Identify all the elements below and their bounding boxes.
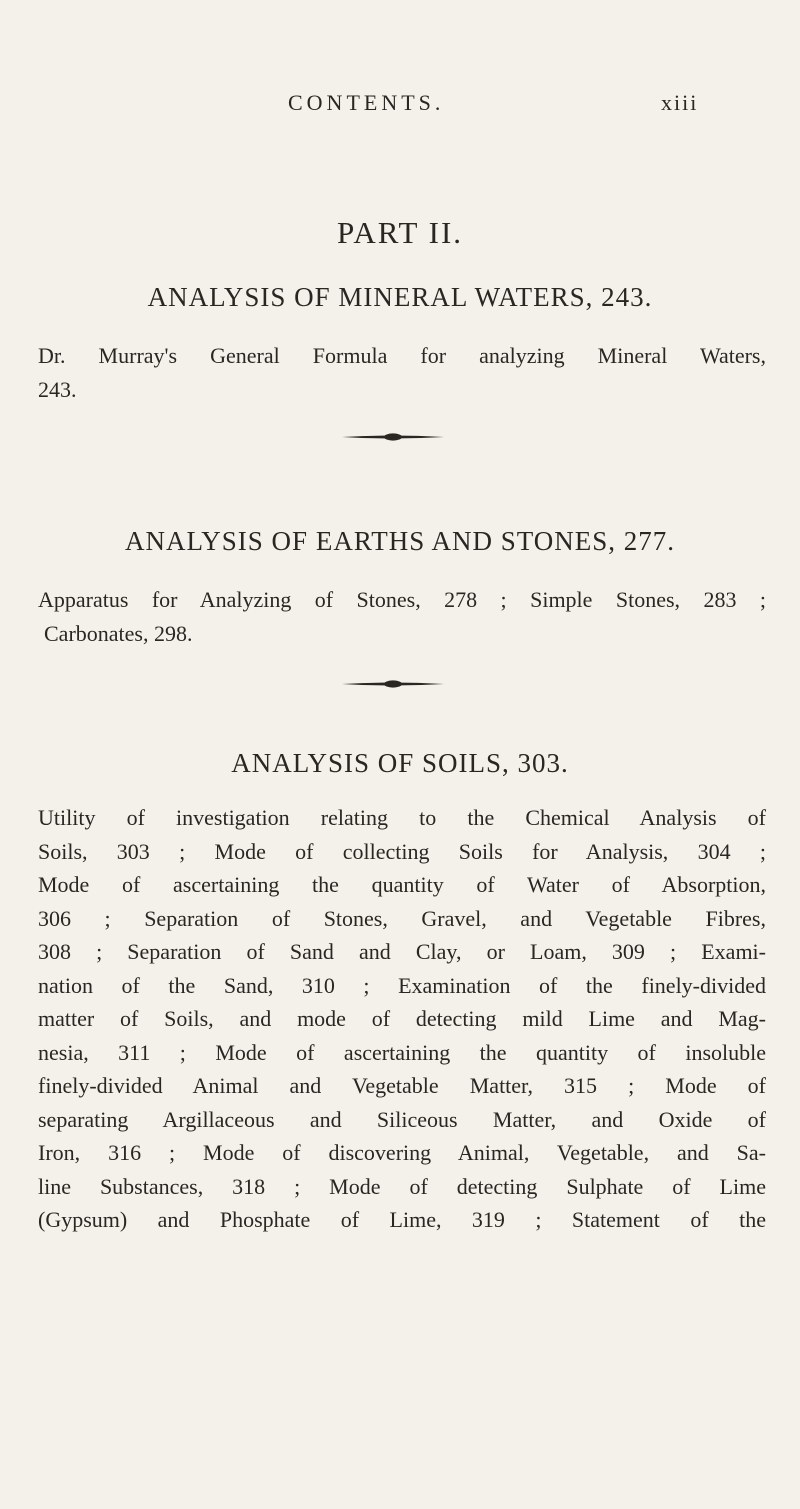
text-line: Carbonates, 298. bbox=[44, 620, 193, 646]
text-line: line Substances, 318 ; Mode of detecting Sulphate of Lime bbox=[38, 1173, 766, 1199]
text-line: Dr. Murray's General Formula for analyzing Mineral Waters, bbox=[38, 343, 766, 368]
running-head-title: CONTENTS. bbox=[288, 90, 445, 115]
text-line: 243. bbox=[38, 376, 77, 402]
text-line: Mode of ascertaining the quantity of Water of Absorption, bbox=[38, 872, 766, 897]
section-heading-mineral-waters: ANALYSIS OF MINERAL WATERS, 243. bbox=[147, 282, 653, 312]
running-head bbox=[0, 82, 800, 122]
ornamental-rule bbox=[342, 433, 444, 441]
text-line: (Gypsum) and Phosphate of Lime, 319 ; Statement of the bbox=[38, 1207, 766, 1232]
text-line: Utility of investigation relating to the Chemical Analysis of bbox=[38, 805, 766, 830]
text-line: Apparatus for Analyzing of Stones, 278 ; Simple Stones, 283 ; bbox=[38, 587, 766, 612]
ornamental-rule bbox=[342, 680, 444, 688]
text-line: Iron, 316 ; Mode of discovering Animal, Vegetable, and Sa- bbox=[38, 1140, 766, 1165]
text-line: Soils, 303 ; Mode of collecting Soils for Analysis, 304 ; bbox=[38, 838, 766, 864]
text-line: matter of Soils, and mode of detecting mild Lime and Mag- bbox=[38, 1006, 766, 1031]
text-line: nesia, 311 ; Mode of ascertaining the quantity of insoluble bbox=[38, 1039, 766, 1065]
text-line: nation of the Sand, 310 ; Examination of the finely-divided bbox=[38, 972, 766, 998]
section-body-soils bbox=[38, 801, 766, 1237]
section-body-mineral-waters bbox=[38, 339, 766, 406]
page-number: xiii bbox=[661, 90, 699, 115]
section-heading-soils: ANALYSIS OF SOILS, 303. bbox=[231, 748, 569, 778]
text-line: finely-divided Animal and Vegetable Matter, 315 ; Mode of bbox=[38, 1073, 766, 1098]
text-line: 308 ; Separation of Sand and Clay, or Loam, 309 ; Exami- bbox=[38, 939, 766, 964]
section-body-earths-stones bbox=[38, 583, 766, 650]
text-line: 306 ; Separation of Stones, Gravel, and Vegetable Fibres, bbox=[38, 905, 766, 931]
section-heading-earths-stones: ANALYSIS OF EARTHS AND STONES, 277. bbox=[125, 526, 675, 556]
text-line: separating Argillaceous and Siliceous Matter, and Oxide of bbox=[38, 1106, 766, 1132]
part-title: PART II. bbox=[336, 215, 464, 250]
